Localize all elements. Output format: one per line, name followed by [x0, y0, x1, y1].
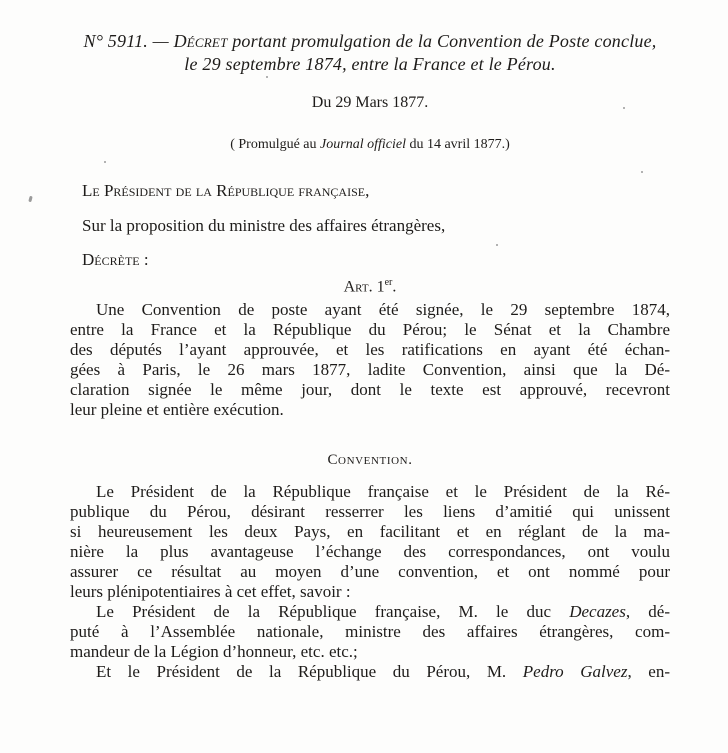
promulgation-note: [70, 136, 670, 154]
paragraph-line: [70, 602, 670, 622]
decree-title-line2: le 29 septembre 1874, entre la France et le Pérou.: [184, 54, 556, 74]
ink-speck: [104, 161, 106, 163]
paragraph-line: si heureusement les deux Pays, en facilitant et en réglant de la ma-: [70, 522, 670, 542]
decree-title-rest: portant promulgation de la Convention de Poste conclue,: [227, 31, 657, 51]
decree-word: Décret: [173, 31, 228, 51]
paragraph-line: assurer ce résultat au moyen d’une convention, et ont nommé pour: [70, 562, 670, 582]
journal-officiel-name: Journal officiel: [320, 137, 406, 152]
article-1-paragraph: [70, 300, 670, 420]
plenipotentiary-peru-name: Pedro Galvez: [522, 662, 628, 682]
ink-speck: [266, 76, 268, 78]
paragraph-line: gées à Paris, le 26 mars 1877, ladite Convention, ainsi que la Dé-: [70, 360, 670, 380]
paragraph-line: publique du Pérou, désirant resserrer les liens d’amitié qui unissent: [70, 502, 670, 522]
decree-date: Du 29 Mars 1877.: [311, 94, 429, 111]
paragraph-line: leurs plénipotentiaires à cet effet, savoir :: [70, 582, 351, 602]
paragraph-line: leur pleine et entière exécution.: [70, 400, 284, 420]
article-label: Art. 1: [343, 278, 385, 296]
paragraph-line: entre la France et la République du Pérou; le Sénat et la Chambre: [70, 320, 670, 340]
convention-paragraph-1: [70, 482, 670, 602]
president-line: Le Président de la République française,: [82, 181, 370, 200]
plenipotentiary-france-name: Decazes: [569, 602, 626, 622]
convention-heading: Convention.: [327, 452, 413, 469]
article-ordinal-sup: er: [384, 277, 393, 288]
convention-paragraph-3: [70, 662, 670, 682]
promulgation-pre: ( Promulgué au: [230, 137, 321, 152]
paragraph-line: claration signée le même jour, dont le texte est approuvé, recevront: [70, 380, 670, 400]
promulgation-post: du 14 avril 1877.): [405, 137, 510, 152]
paragraph-line: [70, 662, 670, 682]
paragraph-line: nière la plus avantageuse l’échange des correspondances, ont voulu: [70, 542, 670, 562]
decree-header: [70, 30, 670, 154]
decree-body: [70, 180, 670, 682]
convention-paragraph-2: [70, 602, 670, 662]
paragraph-line: Le Président de la République française et le Président de la Ré-: [96, 482, 670, 502]
proposition-line: Sur la proposition du ministre des affaires étrangères,: [82, 216, 446, 235]
article-1-heading: [70, 273, 670, 297]
plenipotentiary-france-pre: Le Président de la République française, M. le duc: [96, 602, 570, 622]
paragraph-line: mandeur de la Légion d’honneur, etc. etc.;: [70, 642, 358, 662]
plenipotentiary-peru-pre: Et le Président de la République du Pérou, M.: [96, 662, 523, 682]
ink-speck: [623, 107, 625, 109]
decree-title-line1: [70, 30, 670, 53]
ink-speck: [496, 244, 498, 246]
ink-speck: [641, 171, 643, 173]
paragraph-line: Une Convention de poste ayant été signée, le 29 septembre 1874,: [96, 300, 670, 320]
decrete-line: Décrète :: [82, 250, 149, 269]
plenipotentiary-peru-post: , en-: [627, 662, 670, 682]
plenipotentiary-france-post: , dé-: [625, 602, 670, 622]
paragraph-line: des députés l’ayant approuvée, et les ratifications en ayant été échan-: [70, 340, 670, 360]
ink-speck: [28, 196, 32, 203]
article-label-period: .: [392, 278, 397, 296]
paragraph-line: puté à l’Assemblée nationale, ministre des affaires étrangères, com-: [70, 622, 670, 642]
decree-number: N° 5911. —: [83, 31, 174, 51]
